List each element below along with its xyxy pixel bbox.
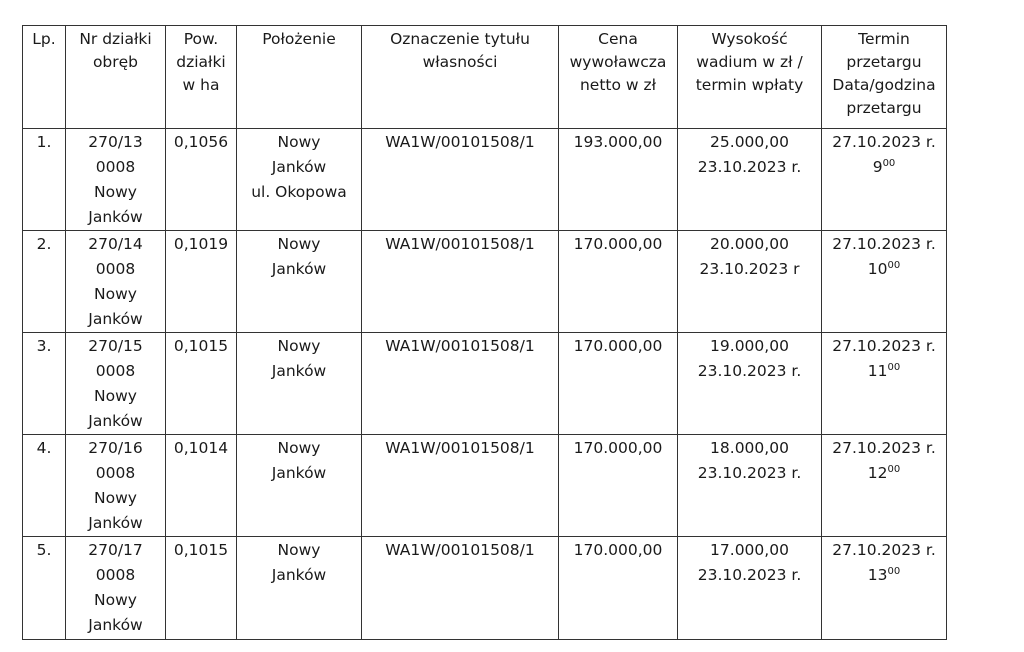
nr-line: Janków xyxy=(88,616,143,634)
header-cena: Cena wywoławcza netto w zł xyxy=(559,26,678,129)
cell-oznaczenie: WA1W/00101508/1 xyxy=(362,537,559,640)
cell-powierzchnia: 0,1056 xyxy=(166,129,237,231)
termin-date: 27.10.2023 r. xyxy=(832,439,936,457)
termin-hour: $13^{00}$ xyxy=(867,566,901,584)
cell-polozenie xyxy=(237,231,362,333)
wad-line: 23.10.2023 r. xyxy=(697,158,802,176)
cell-polozenie xyxy=(237,129,362,231)
wad-line: 23.10.2023 r xyxy=(699,260,800,278)
nr-line: Nowy xyxy=(94,183,137,201)
cell-cena: 170.000,00 xyxy=(559,435,678,537)
cell-lp: 4. xyxy=(23,435,66,537)
cell-powierzchnia: 0,1015 xyxy=(166,537,237,640)
cell-nr-dzialki xyxy=(66,333,166,435)
header-polozenie: Położenie xyxy=(237,26,362,129)
termin-date: 27.10.2023 r. xyxy=(832,235,936,253)
cell-cena: 193.000,00 xyxy=(559,129,678,231)
nr-line: Nowy xyxy=(94,387,137,405)
cell-nr-dzialki xyxy=(66,537,166,640)
nr-line: 0008 xyxy=(95,566,136,584)
pol-line: Janków xyxy=(271,566,327,584)
pol-line: Janków xyxy=(271,260,327,278)
pol-line: Janków xyxy=(271,464,327,482)
nr-line: 0008 xyxy=(95,362,136,380)
termin-hour: $9^{00}$ xyxy=(872,158,896,176)
auction-table xyxy=(22,25,947,640)
cell-termin xyxy=(822,129,947,231)
cell-polozenie xyxy=(237,537,362,640)
wad-line: 23.10.2023 r. xyxy=(697,464,802,482)
nr-line: 270/15 xyxy=(88,337,143,355)
cell-oznaczenie: WA1W/00101508/1 xyxy=(362,333,559,435)
nr-line: Janków xyxy=(88,310,143,328)
cell-termin xyxy=(822,537,947,640)
cell-wadium xyxy=(678,129,822,231)
cell-polozenie xyxy=(237,435,362,537)
nr-line: Janków xyxy=(88,412,143,430)
header-lp: Lp. xyxy=(23,26,66,129)
nr-line: Janków xyxy=(88,514,143,532)
cell-cena: 170.000,00 xyxy=(559,231,678,333)
cell-powierzchnia: 0,1015 xyxy=(166,333,237,435)
cell-nr-dzialki xyxy=(66,435,166,537)
nr-line: 270/14 xyxy=(88,235,143,253)
header-termin: Termin przetargu Data/godzina przetargu xyxy=(822,26,947,129)
nr-line: Janków xyxy=(88,208,143,226)
cell-termin xyxy=(822,435,947,537)
cell-termin xyxy=(822,333,947,435)
termin-date: 27.10.2023 r. xyxy=(832,337,936,355)
termin-date: 27.10.2023 r. xyxy=(832,541,936,559)
pol-line: ul. Okopowa xyxy=(251,183,347,201)
cell-lp: 2. xyxy=(23,231,66,333)
table-header-row xyxy=(23,26,947,129)
pol-line: Janków xyxy=(271,362,327,380)
pol-line: Janków xyxy=(271,158,327,176)
termin-minutes: 00 xyxy=(887,566,901,577)
header-powierzchnia: Pow. działki w ha xyxy=(166,26,237,129)
cell-oznaczenie: WA1W/00101508/1 xyxy=(362,231,559,333)
cell-nr-dzialki xyxy=(66,231,166,333)
pol-line: Nowy xyxy=(277,337,321,355)
termin-hour: $10^{00}$ xyxy=(867,260,901,278)
cell-lp: 5. xyxy=(23,537,66,640)
nr-line: 0008 xyxy=(95,464,136,482)
wad-line: 25.000,00 xyxy=(710,133,789,151)
pol-line: Nowy xyxy=(277,235,321,253)
termin-hour: $11^{00}$ xyxy=(867,362,901,380)
nr-line: Nowy xyxy=(94,591,137,609)
cell-termin xyxy=(822,231,947,333)
cell-wadium xyxy=(678,435,822,537)
pol-line: Nowy xyxy=(277,439,321,457)
cell-oznaczenie: WA1W/00101508/1 xyxy=(362,435,559,537)
wad-line: 20.000,00 xyxy=(710,235,789,253)
cell-nr-dzialki xyxy=(66,129,166,231)
termin-date: 27.10.2023 r. xyxy=(832,133,936,151)
table-row xyxy=(23,333,947,435)
nr-line: 270/13 xyxy=(88,133,143,151)
cell-wadium xyxy=(678,333,822,435)
wad-line: 23.10.2023 r. xyxy=(697,566,802,584)
header-nr-dzialki: Nr działki obręb xyxy=(66,26,166,129)
nr-line: 0008 xyxy=(95,158,136,176)
nr-line: 270/17 xyxy=(88,541,143,559)
wad-line: 19.000,00 xyxy=(710,337,789,355)
cell-lp: 1. xyxy=(23,129,66,231)
cell-lp: 3. xyxy=(23,333,66,435)
termin-hour: $12^{00}$ xyxy=(867,464,901,482)
cell-wadium xyxy=(678,231,822,333)
pol-line: Nowy xyxy=(277,133,321,151)
table-row xyxy=(23,435,947,537)
nr-line: 270/16 xyxy=(88,439,143,457)
cell-powierzchnia: 0,1019 xyxy=(166,231,237,333)
wad-line: 17.000,00 xyxy=(710,541,789,559)
termin-minutes: 00 xyxy=(887,464,901,475)
nr-line: 0008 xyxy=(95,260,136,278)
nr-line: Nowy xyxy=(94,489,137,507)
cell-cena: 170.000,00 xyxy=(559,537,678,640)
pol-line: Nowy xyxy=(277,541,321,559)
cell-polozenie xyxy=(237,333,362,435)
termin-minutes: 00 xyxy=(887,260,901,271)
cell-oznaczenie: WA1W/00101508/1 xyxy=(362,129,559,231)
header-wadium: Wysokość wadium w zł / termin wpłaty xyxy=(678,26,822,129)
wad-line: 18.000,00 xyxy=(710,439,789,457)
termin-minutes: 00 xyxy=(887,362,901,373)
nr-line: Nowy xyxy=(94,285,137,303)
termin-minutes: 00 xyxy=(882,158,896,169)
wad-line: 23.10.2023 r. xyxy=(697,362,802,380)
table-row xyxy=(23,231,947,333)
table-row xyxy=(23,129,947,231)
cell-powierzchnia: 0,1014 xyxy=(166,435,237,537)
cell-cena: 170.000,00 xyxy=(559,333,678,435)
header-oznaczenie: Oznaczenie tytułu własności xyxy=(362,26,559,129)
cell-wadium xyxy=(678,537,822,640)
table-row xyxy=(23,537,947,640)
